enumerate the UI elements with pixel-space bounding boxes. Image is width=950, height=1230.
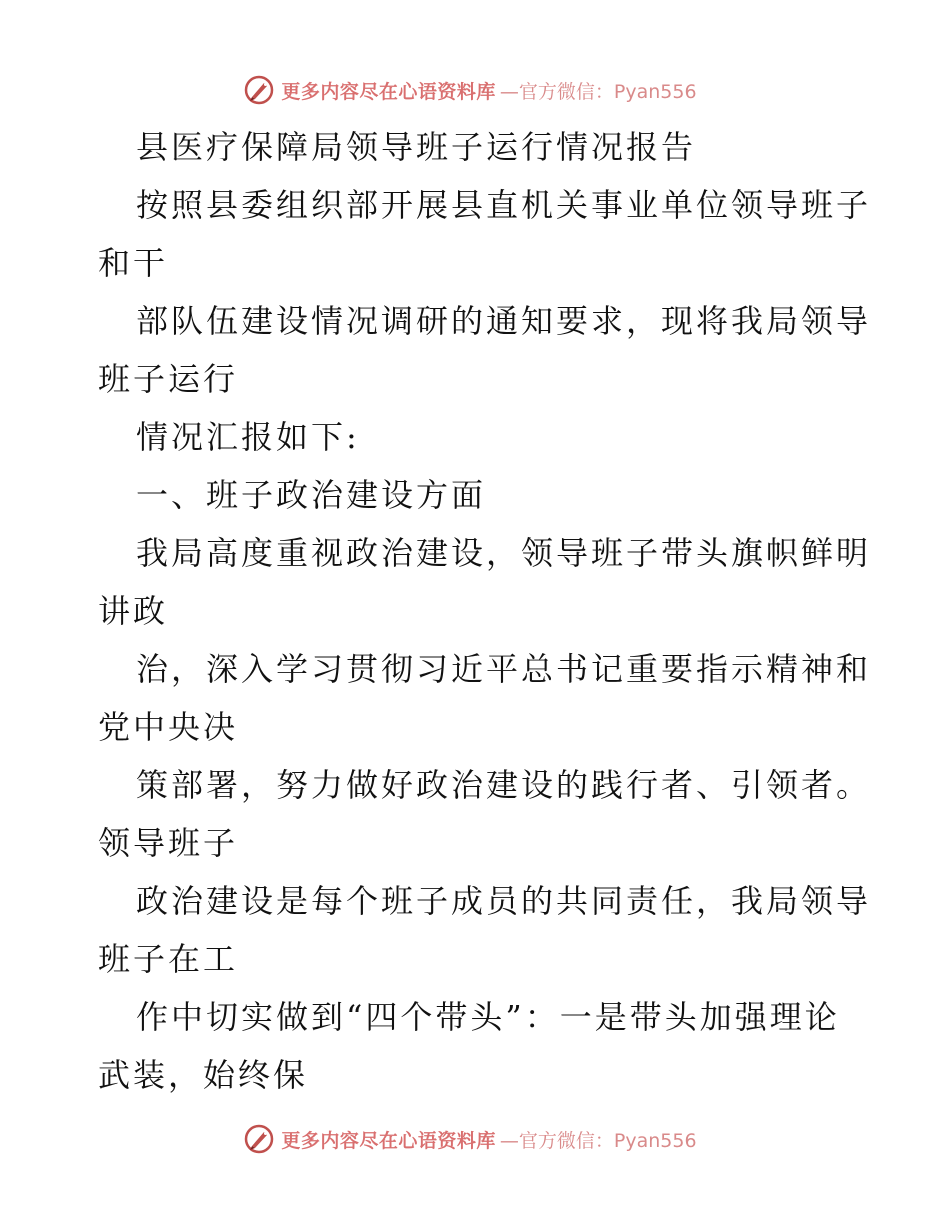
watermark-content [243,74,696,106]
text-line: 讲政 [98,592,169,630]
text-line: 政治建设是每个班子成员的共同责任，我局领导 [136,882,872,920]
document-title: 县医疗保障局领导班子运行情况报告 [136,128,697,166]
watermark-wechat: —官方微信：Pyan556 [499,80,697,103]
document-body [0,118,950,1104]
text-line: 策部署，努力做好政治建设的践行者、引领者。 [136,766,872,804]
pen-logo-icon [243,1123,275,1155]
watermark-text: 更多内容尽在心语资料库 [281,1129,496,1152]
text-line: 班子在工 [98,940,239,978]
text-line: 部队伍建设情况调研的通知要求，现将我局领导 [136,302,872,340]
watermark-text: 更多内容尽在心语资料库 [281,80,496,103]
watermark-header [0,70,950,110]
text-line: 党中央决 [98,708,239,746]
watermark-wechat: —官方微信：Pyan556 [499,1129,697,1152]
text-line: 情况汇报如下: [136,418,360,456]
text-line: 一、班子政治建设方面 [136,476,487,514]
text-line: 按照县委组织部开展县直机关事业单位领导班子 [136,186,872,224]
text-line: 领导班子 [98,824,239,862]
text-line: 作中切实做到“四个带头”：一是带头加强理论 [136,998,840,1036]
text-line: 班子运行 [98,360,239,398]
watermark-footer [0,1119,950,1159]
text-line: 我局高度重视政治建设，领导班子带头旗帜鲜明 [136,534,872,572]
text-line: 治，深入学习贯彻习近平总书记重要指示精神和 [136,650,872,688]
watermark-content [243,1123,696,1155]
pen-logo-icon [243,74,275,106]
text-line: 和干 [98,244,169,282]
text-line: 武装，始终保 [98,1056,309,1094]
